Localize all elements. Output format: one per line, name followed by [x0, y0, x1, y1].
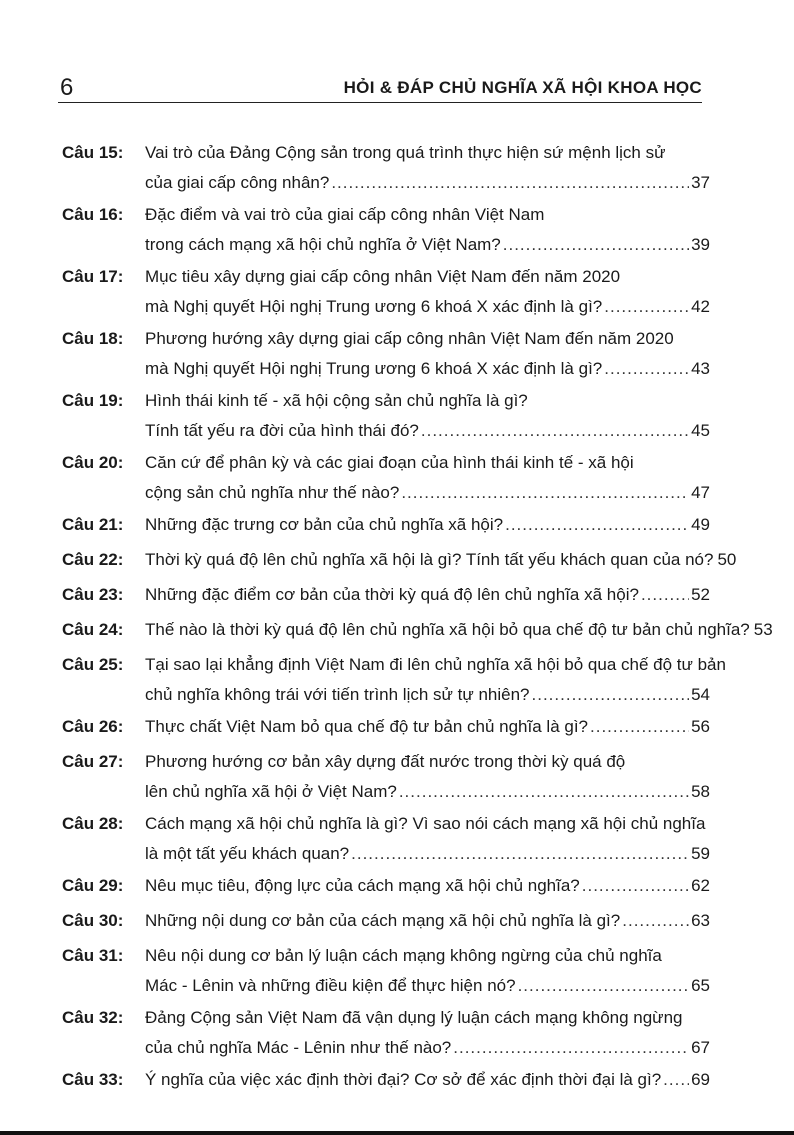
toc-entry-label: Câu 26:	[62, 717, 124, 736]
toc-entry-line	[145, 448, 710, 478]
toc-entry-line	[145, 416, 710, 446]
toc-entry-line	[145, 971, 710, 1001]
dot-leader	[331, 168, 689, 198]
toc-entry-label: Câu 15:	[62, 143, 124, 162]
toc-entry-page: 67	[691, 1038, 710, 1057]
toc-entry-line	[145, 354, 710, 384]
toc-entry-line	[145, 777, 710, 807]
dot-leader	[604, 292, 689, 322]
toc-entry-page: 47	[691, 483, 710, 502]
toc-entry-title: Đặc điểm và vai trò của giai cấp công nhân Việt Nam	[145, 205, 545, 224]
toc-entry-label: Câu 18:	[62, 329, 124, 348]
toc-entry-title: Vai trò của Đảng Cộng sản trong quá trình thực hiện sứ mệnh lịch sử	[145, 143, 666, 162]
toc-entry-page: 39	[691, 235, 710, 254]
dot-leader	[518, 971, 690, 1001]
toc-entry-line	[145, 906, 710, 936]
toc-entry-title: Cách mạng xã hội chủ nghĩa là gì? Vì sao nói cách mạng xã hội chủ nghĩa	[145, 814, 706, 833]
dot-leader	[421, 416, 689, 446]
toc-entry-line	[145, 809, 710, 839]
toc-entry-title: Phương hướng xây dựng giai cấp công nhân Việt Nam đến năm 2020	[145, 329, 674, 348]
toc-entry-title: của chủ nghĩa Mác - Lênin như thế nào?	[145, 1038, 452, 1057]
toc-entry-line	[145, 839, 710, 869]
toc-entry-line	[145, 510, 710, 540]
dot-leader	[663, 1065, 689, 1095]
toc-entry-label: Câu 20:	[62, 453, 124, 472]
toc-entry-label: Câu 30:	[62, 911, 124, 930]
toc-entry-page: 63	[691, 911, 710, 930]
toc-entry-line	[145, 712, 710, 742]
toc-entry-line	[145, 262, 710, 292]
toc-entry-line	[145, 941, 710, 971]
toc-entry-line	[145, 580, 710, 610]
toc-entry-title: Những nội dung cơ bản của cách mạng xã hội chủ nghĩa là gì?	[145, 911, 621, 930]
header-rule	[58, 102, 702, 103]
toc-entry-title: trong cách mạng xã hội chủ nghĩa ở Việt Nam?	[145, 235, 501, 254]
dot-leader	[582, 871, 689, 901]
toc-entry-line	[145, 292, 710, 322]
toc-entry-label: Câu 27:	[62, 752, 124, 771]
toc-entry-label: Câu 33:	[62, 1070, 124, 1089]
toc-entry-line	[145, 386, 710, 416]
toc-entry-label: Câu 32:	[62, 1008, 124, 1027]
toc-entry-title: cộng sản chủ nghĩa như thế nào?	[145, 483, 400, 502]
dot-leader	[351, 839, 689, 869]
toc-entry-line	[145, 1033, 710, 1063]
toc-entry-title: Mục tiêu xây dựng giai cấp công nhân Việt Nam đến năm 2020	[145, 267, 621, 286]
toc-entry-page: 50	[717, 550, 737, 569]
toc-entry-line	[145, 168, 710, 198]
toc-entry-title: Phương hướng cơ bản xây dựng đất nước trong thời kỳ quá độ	[145, 752, 626, 771]
toc-entry-line	[145, 650, 726, 680]
toc-entry-label: Câu 23:	[62, 585, 124, 604]
toc-entry-line	[145, 1003, 710, 1033]
bottom-rule	[0, 1131, 794, 1135]
toc-entry-label: Câu 19:	[62, 391, 124, 410]
dot-leader	[401, 478, 689, 508]
toc-entry-page: 59	[691, 844, 710, 863]
toc-entry-page: 69	[691, 1070, 710, 1089]
toc-entry-label: Câu 25:	[62, 655, 124, 674]
toc-entry-label: Câu 21:	[62, 515, 124, 534]
dot-leader	[604, 354, 689, 384]
toc-entry-label: Câu 29:	[62, 876, 124, 895]
toc-entry-title: Những đặc trưng cơ bản của chủ nghĩa xã hội?	[145, 515, 504, 534]
toc-entry-line	[145, 324, 710, 354]
toc-entry-title: của giai cấp công nhân?	[145, 173, 330, 192]
dot-leader	[622, 906, 689, 936]
dot-leader	[399, 777, 689, 807]
toc-entry-title: Tại sao lại khẳng định Việt Nam đi lên chủ nghĩa xã hội bỏ qua chế độ tư bản	[145, 655, 726, 674]
toc-entry-page: 54	[691, 685, 710, 704]
toc-entry-title: Những đặc điểm cơ bản của thời kỳ quá độ lên chủ nghĩa xã hội?	[145, 585, 639, 604]
dot-leader	[532, 680, 690, 710]
page-number: 6	[60, 74, 74, 101]
toc-entry-label: Câu 22:	[62, 550, 124, 569]
toc-entry-line	[145, 615, 773, 645]
toc-entry-page: 37	[691, 173, 710, 192]
toc-entry-title: Thế nào là thời kỳ quá độ lên chủ nghĩa xã hội bỏ qua chế độ tư bản chủ nghĩa?	[145, 620, 750, 639]
toc-entry-title: Đảng Cộng sản Việt Nam đã vận dụng lý luận cách mạng không ngừng	[145, 1008, 683, 1027]
toc-entry-title: Thời kỳ quá độ lên chủ nghĩa xã hội là gì? Tính tất yếu khách quan của nó?	[145, 550, 714, 569]
toc-entry-line	[145, 871, 710, 901]
dot-leader	[453, 1033, 689, 1063]
toc-entry-title: Nêu nội dung cơ bản lý luận cách mạng không ngừng của chủ nghĩa	[145, 946, 662, 965]
toc-entry-page: 56	[691, 717, 710, 736]
toc-entry-page: 53	[753, 620, 773, 639]
toc-entry-title: Tính tất yếu ra đời của hình thái đó?	[145, 421, 419, 440]
toc-entry-title: Hình thái kinh tế - xã hội cộng sản chủ nghĩa là gì?	[145, 391, 528, 410]
toc-entry-line	[145, 230, 710, 260]
dot-leader	[590, 712, 689, 742]
toc-entry-page: 42	[691, 297, 710, 316]
toc-entry-line	[145, 1065, 710, 1095]
toc-entry-page: 58	[691, 782, 710, 801]
toc-entry-page: 52	[691, 585, 710, 604]
toc-entry-label: Câu 28:	[62, 814, 124, 833]
toc-entry-title: Thực chất Việt Nam bỏ qua chế độ tư bản chủ nghĩa là gì?	[145, 717, 589, 736]
toc-entry-line	[145, 138, 710, 168]
toc-entry-title: là một tất yếu khách quan?	[145, 844, 350, 863]
toc-entry-title: Ý nghĩa của việc xác định thời đại? Cơ sở để xác định thời đại là gì?	[145, 1070, 662, 1089]
toc-entry-title: mà Nghị quyết Hội nghị Trung ương 6 khoá X xác định là gì?	[145, 297, 603, 316]
dot-leader	[641, 580, 689, 610]
toc-entry-page: 62	[691, 876, 710, 895]
dot-leader	[505, 510, 689, 540]
toc-entry-label: Câu 17:	[62, 267, 124, 286]
dot-leader	[503, 230, 689, 260]
toc-entry-title: chủ nghĩa không trái với tiến trình lịch sử tự nhiên?	[145, 685, 530, 704]
toc-entry-line	[145, 478, 710, 508]
toc-entry-label: Câu 16:	[62, 205, 124, 224]
toc-entry-line	[145, 747, 710, 777]
toc-entry-page: 45	[691, 421, 710, 440]
toc-entry-title: Mác - Lênin và những điều kiện để thực hiện nó?	[145, 976, 516, 995]
toc-entry-line	[145, 545, 737, 575]
toc-entry-page: 65	[691, 976, 710, 995]
toc-entry-title: Nêu mục tiêu, động lực của cách mạng xã hội chủ nghĩa?	[145, 876, 580, 895]
toc-entry-label: Câu 24:	[62, 620, 124, 639]
toc-entry-title: lên chủ nghĩa xã hội ở Việt Nam?	[145, 782, 397, 801]
toc-entry-title: Căn cứ để phân kỳ và các giai đoạn của hình thái kinh tế - xã hội	[145, 453, 634, 472]
toc-entry-title: mà Nghị quyết Hội nghị Trung ương 6 khoá X xác định là gì?	[145, 359, 603, 378]
toc-entry-page: 49	[691, 515, 710, 534]
toc-entry-line	[145, 200, 710, 230]
toc-entry-page: 43	[691, 359, 710, 378]
toc-entry-line	[145, 680, 710, 710]
toc-entry-label: Câu 31:	[62, 946, 124, 965]
running-header-title: HỎI & ĐÁP CHỦ NGHĨA XÃ HỘI KHOA HỌC	[343, 78, 702, 97]
